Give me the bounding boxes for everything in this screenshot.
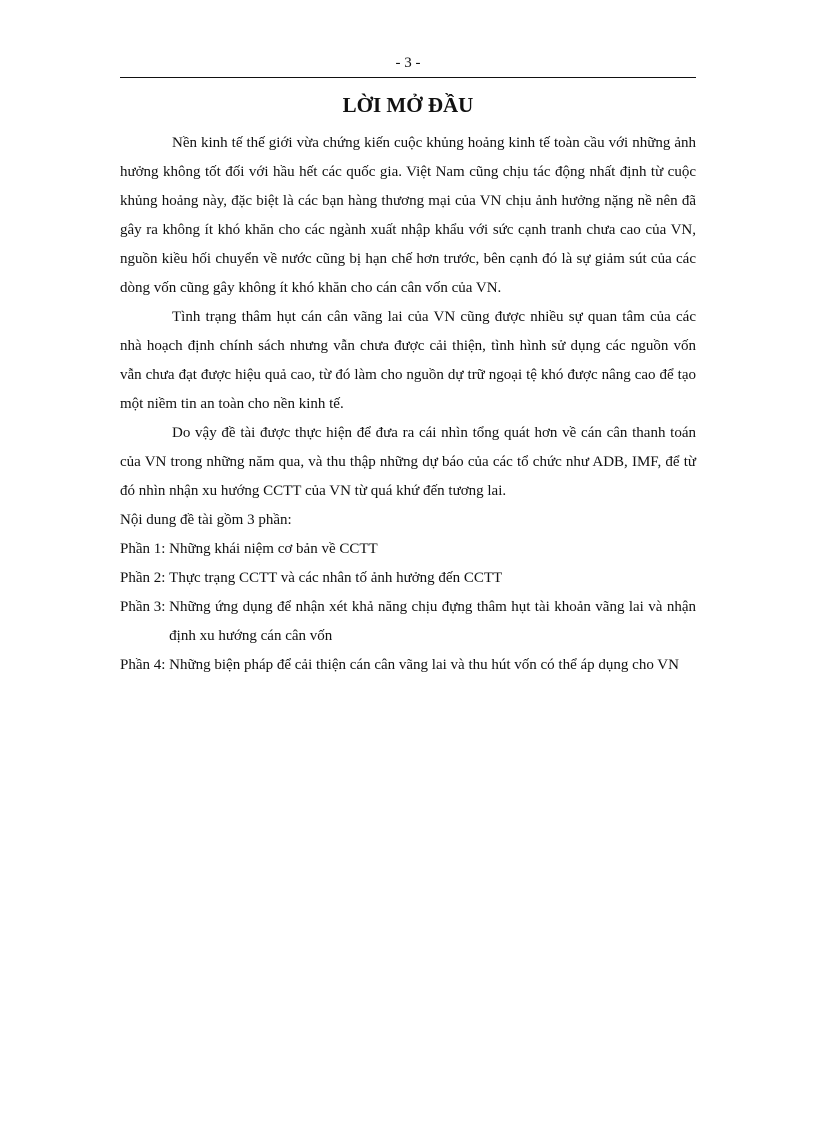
document-title: LỜI MỞ ĐẦU <box>342 93 474 117</box>
part-label: Phần 3: <box>120 599 166 615</box>
part-text: Những ứng dụng để nhận xét khả năng chịu đựng thâm hụt tài khoản vãng lai và nhận định xu hướng cán cân vốn <box>169 599 696 644</box>
part-item-4 <box>120 651 696 680</box>
intro-paragraph-1: Nền kinh tế thế giới vừa chứng kiến cuộc khủng hoảng kinh tế toàn cầu với những ảnh hưởng không tốt đối với hầu hết các quốc gia. Việt Nam cũng chịu tác động nhất định từ cuộc khủng hoảng này, đặc biệt là các bạn hàng thương mại của VN chịu ảnh hưởng nặng nề nên đã gây ra không ít khó khăn cho các ngành xuất nhập khẩu với sức cạnh tranh chưa cao của VN, nguồn kiều hối chuyển về nước cũng bị hạn chế hơn trước, bên cạnh đó là sự giảm sút của các dòng vốn cũng gây không ít khó khăn cho cán cân vốn của VN. <box>120 135 696 296</box>
part-label: Phần 1: <box>120 541 166 557</box>
part-label: Phần 4: <box>120 657 166 673</box>
intro-paragraph-2: Tình trạng thâm hụt cán cân vãng lai của VN cũng được nhiều sự quan tâm của các nhà hoạch định chính sách nhưng vẫn chưa được cải thiện, tình hình sử dụng các nguồn vốn vẫn chưa đạt được hiệu quả cao, từ đó làm cho nguồn dự trữ ngoại tệ khó được nâng cao để tạo một niềm tin an toàn cho nền kinh tế. <box>120 309 696 412</box>
part-label: Phần 2: <box>120 570 166 586</box>
page-number: - 3 - <box>395 55 421 71</box>
part-text: Thực trạng CCTT và các nhân tố ảnh hưởng đến CCTT <box>169 570 503 586</box>
part-text: Những khái niệm cơ bản về CCTT <box>169 541 378 557</box>
header-rule <box>120 77 696 78</box>
document-body <box>120 129 696 680</box>
contents-intro: Nội dung đề tài gồm 3 phần: <box>120 512 292 528</box>
part-item-3 <box>120 593 696 651</box>
intro-paragraph-3: Do vậy đề tài được thực hiện để đưa ra cái nhìn tổng quát hơn về cán cân thanh toán của VN trong những năm qua, và thu thập những dự báo của các tổ chức như ADB, IMF, để từ đó nhìn nhận xu hướng CCTT của VN từ quá khứ đến tương lai. <box>120 425 696 499</box>
part-item-1 <box>120 535 696 564</box>
part-item-2 <box>120 564 696 593</box>
part-text: Những biện pháp để cải thiện cán cân vãng lai và thu hút vốn có thể áp dụng cho VN <box>169 657 679 673</box>
